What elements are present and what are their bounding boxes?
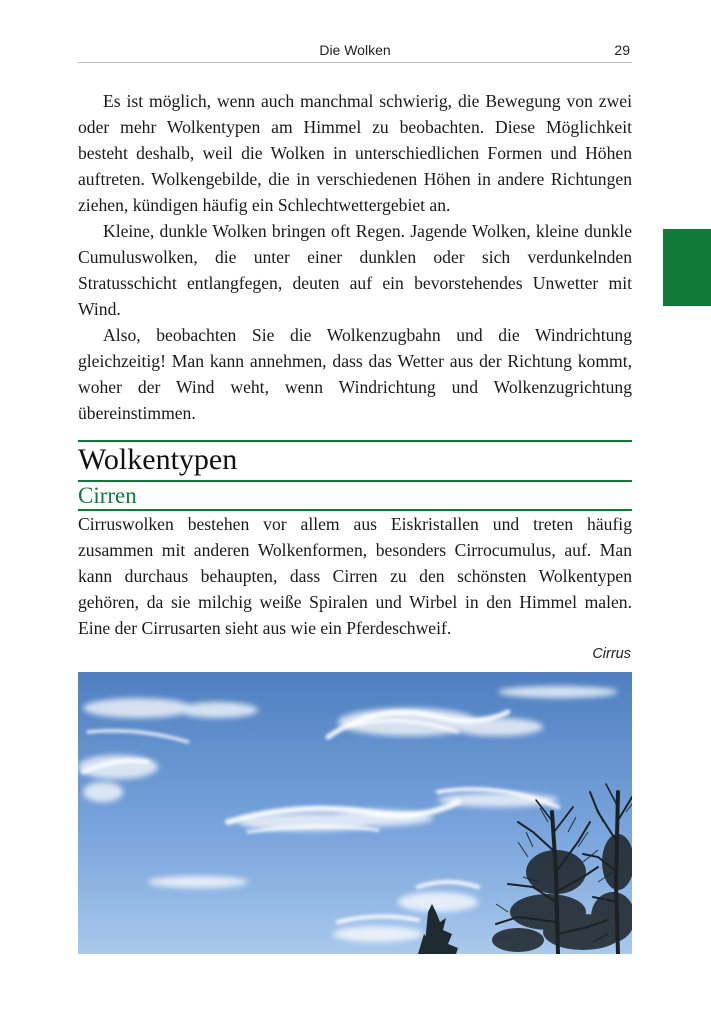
paragraph: Also, beobachten Sie die Wolkenzugbahn und die Windrichtung gleichzeitig! Man kann annehmen, dass das Wetter aus der Richtung kommt, woher der Wind weht, wenn Windrichtung und Wolkenzugrichtung übereinstimmen. bbox=[78, 325, 632, 423]
cirrus-photo bbox=[78, 672, 632, 954]
chapter-tab-marker bbox=[663, 229, 711, 306]
photo-caption: Cirrus bbox=[592, 646, 631, 662]
paragraph: Kleine, dunkle Wolken bringen oft Regen. Jagende Wolken, kleine dunkle Cumuluswolken, die unter einer dunklen oder sich verdunkelnden Stratusschicht entlangfegen, deuten auf ein bevorstehendes Unwetter mit Wind. bbox=[78, 221, 632, 319]
chapter-title: Die Wolken bbox=[319, 42, 391, 58]
cirren-text bbox=[78, 511, 632, 641]
page-number: 29 bbox=[614, 42, 630, 58]
subsection-heading-box bbox=[78, 482, 632, 511]
subsection-heading: Cirren bbox=[78, 483, 137, 508]
section-heading: Wolkentypen bbox=[78, 443, 238, 476]
running-header bbox=[78, 40, 632, 63]
paragraph: Es ist möglich, wenn auch manchmal schwierig, die Bewegung von zwei oder mehr Wolkentypen am Himmel zu beobachten. Diese Möglichkeit besteht deshalb, weil die Wolken in unterschiedlichen Formen und Höhen auftreten. Wolkengebilde, die in verschiedenen Höhen in andere Richtungen ziehen, kündigen häufig ein Schlechtwettergebiet an. bbox=[78, 91, 632, 215]
section-heading-box bbox=[78, 440, 632, 482]
intro-text bbox=[78, 88, 632, 426]
paragraph: Cirruswolken bestehen vor allem aus Eiskristallen und treten häufig zusammen mit anderen Wolkenformen, besonders Cirrocumulus, auf. Man kann durchaus behaupten, dass Cirren zu den schönsten Wolkentypen gehören, da sie milchig weiße Spiralen und Wirbel in den Himmel malen. Eine der Cirrusarten sieht aus wie ein Pferdeschweif. bbox=[78, 514, 632, 638]
